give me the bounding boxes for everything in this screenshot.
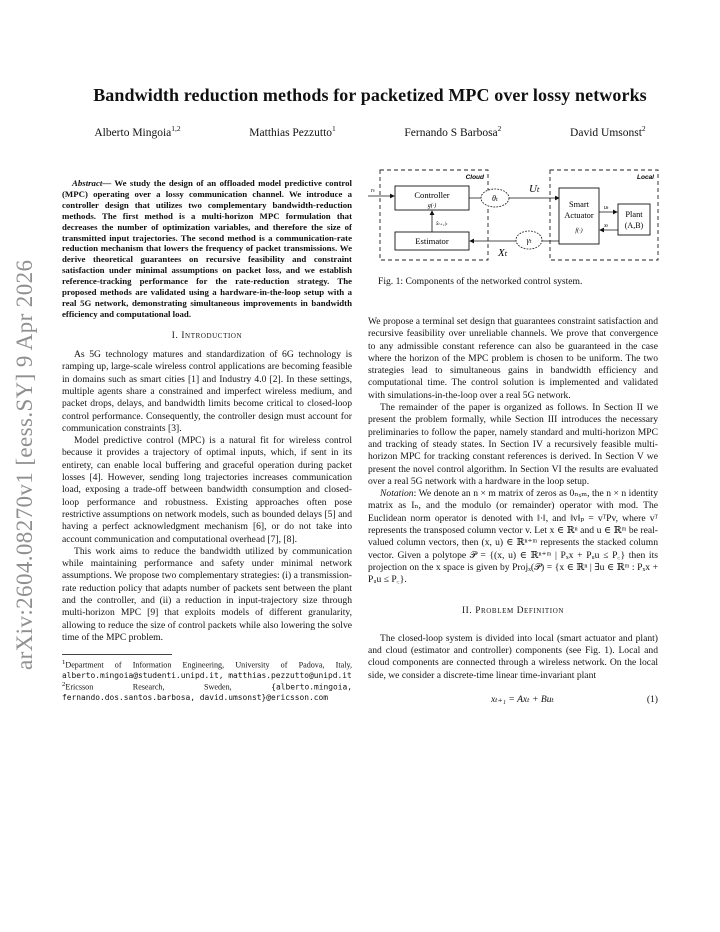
local-label: Local [637, 174, 654, 181]
equation-body: xₜ₊₁ = Axₜ + Buₜ [490, 694, 554, 706]
controller-label: Controller [414, 190, 450, 200]
section-heading-introduction: I. Introduction [171, 330, 243, 341]
notation-paragraph: Notation: We denote an n × m matrix of zeros as 0ₙₓₘ, the n × n identity matrix as Iₙ, and the modulo (or remainder) operator with mod. The Euclidean norm operator is denoted with ‖·‖, and ‖v‖ₚ = vᵀPv, where vᵀ represents the transposed column vector v. Let x ∈ ℝⁿ and u ∈ ℝᵐ be real-valued column vectors, then (x, u) ∈ ℝⁿ⁺ᵐ represents the stacked column vector. Given a polytope 𝒫 = {(x, u) ∈ ℝⁿ⁺ᵐ | Pₓx + Pᵤu ≤ P꜀} then its projection on the x space is given by Projₓ(𝒫) = {x ∈ ℝⁿ | ∃u ∈ ℝᵐ : Pₓx + Pᵤu ≤ P꜀}. [368, 488, 658, 586]
author-list [60, 124, 680, 139]
r-label: rₜ [371, 188, 375, 194]
footnote-divider [62, 654, 172, 655]
arxiv-stamp-text: arXiv:2604.08270v1 [eess.SY] 9 Apr 2026 [12, 259, 37, 670]
controller-sub: g(·) [427, 203, 437, 209]
estimator-label: Estimator [415, 236, 449, 246]
equation-1 [368, 694, 658, 706]
arxiv-stamp [4, 250, 62, 670]
paragraph: We propose a terminal set design that guarantees constraint satisfaction and recursive feasibility over unreliable channels. We prove that convergence to any admissible constant reference can also be guaranteed in the case where the horizon of the MPC problem is chosen to be uniform. The two strategies lead to simultaneous gains in bandwidth efficiency and computational time. The control solution is implemented and validated with simulations-in-the-loop over a real 5G network. [368, 316, 658, 401]
X-label: Xₜ [498, 247, 508, 259]
paragraph: The remainder of the paper is organized as follows. In Section II we present the problem formally, while Section III introduces the necessary preliminaries to follow the paper, namely standard and multi-horizon MPC and tracking of steady states. In Section IV a recursively feasible multi-horizon MPC for tracking constant references is derived. In Section V we present the novel control algorithm. In Section VI the results are evaluated over a real 5G network with a hardware in the loop setup. [368, 402, 658, 487]
gamma-label: γₜ [526, 236, 532, 245]
plant-sub: (A,B) [624, 221, 644, 230]
right-column [368, 316, 658, 706]
footnote-2: $^2$Ericsson Research, Sweden, {alberto.mingoia, fernando.dos.santos.barbosa, david.umsonst}@ericsson.com [62, 681, 352, 702]
figure-caption: Fig. 1: Components of the networked control system. [378, 276, 583, 287]
author: Alberto Mingoia$^{1,2}$ [94, 124, 181, 139]
abstract: Abstract— We study the design of an offloaded model predictive control (MPC) operating over a lossy communication channel. We introduce a controller design that utilizes two complementary bandwidth-reduction methods. The first method is a multi-horizon MPC formulation that decreases the number of optimization variables, and therefore the size of transmitted input trajectories. The second method is a communication-rate reduction mechanism that lowers the frequency of packet transmissions. We derive theoretical guarantees on recursive feasibility and constraint satisfaction under minimal assumptions on packet loss, and we establish reference-tracking performance for the rate-reduction strategy. The proposed methods are validated using a hardware-in-the-loop setup with a real 5G network, demonstrating simultaneous improvements in bandwidth efficiency and computational load. [62, 178, 352, 319]
figure-1 [364, 166, 662, 306]
equation-number: (1) [646, 694, 658, 706]
email-link[interactable]: {alberto.mingoia, fernando.dos.santos.barbosa, david.umsonst}@ericsson.com [62, 683, 352, 702]
email-link[interactable]: alberto.mingoia@studenti.unipd.it, matthias.pezzutto@unipd.it [62, 670, 352, 680]
plant-label: Plant [625, 210, 643, 219]
xhat-label: x̂ₜ₊₁|ₜ [436, 221, 448, 227]
U-label: Uₜ [529, 183, 540, 195]
paragraph: Model predictive control (MPC) is a natural fit for wireless control because it provides a trajectory of optimal inputs, which, if sent in its entirety, can enable local buffering and graceful operation during packet losses [4]. However, sending long trajectories increases communication load, exposing a trade-off between bandwidth consumption and closed-loop performance and robustness. Existing approaches often pose restrictive assumptions on network models, such as bounded delays [5] and having a perfect acknowledgment mechanism [6], or do not take into account communication and computational overhead [7], [8]. [62, 435, 352, 545]
paragraph: As 5G technology matures and standardization of 6G technology is ramping up, large-scale wireless control applications are becoming feasible in domains such as smart cities [1] and Industry 4.0 [2]. In these settings, multiple agents share a constrained and imperfect wireless medium, and packet drops, delays, and bandwidth limits become critical to closed-loop control performance. Consequently, the controller design must account for communication constraints [3]. [62, 349, 352, 434]
section-heading-problem-definition: II. Problem Definition [461, 605, 565, 616]
block-diagram [364, 166, 662, 274]
author: Matthias Pezzutto$^1$ [249, 124, 336, 139]
author: David Umsonst$^2$ [570, 124, 646, 139]
paragraph: The closed-loop system is divided into local (smart actuator and plant) and cloud (estimator and controller) components (see Fig. 1). Local and cloud components are connected through a wireless network. On the local side, we consider a discrete-time linear time-invariant plant [368, 632, 658, 681]
paper-title: Bandwidth reduction methods for packetized MPC over lossy networks [93, 85, 647, 105]
left-column [62, 178, 352, 703]
actuator-label-1: Smart [568, 200, 590, 209]
x-label: xₜ [604, 223, 609, 229]
plant-block [618, 204, 650, 235]
paragraph: This work aims to reduce the bandwidth utilized by communication while maintaining performance and safety under minimal network assumptions. We propose two complementary strategies: (i) a transmission-rate reduction policy that adapts number of packets sent between the plant and the controller, and (ii) a reduction in input-trajectory size through multi-horizon MPC [9] that exploits models of different granularity, allowing to reduce the size of control packets while also lowering the solve time of the MPC problem. [62, 545, 352, 643]
actuator-sub: f(·) [575, 228, 583, 234]
theta-label: θₜ [492, 194, 498, 203]
cloud-label: Cloud [465, 174, 484, 181]
actuator-label-2: Actuator [564, 211, 594, 220]
footnote-1: $^1$Department of Information Engineering, University of Padova, Italy, alberto.mingoia@studenti.unipd.it, matthias.pezzutto@unipd.it [62, 659, 352, 680]
author: Fernando S Barbosa$^2$ [404, 124, 502, 139]
u-label: uₜ [604, 205, 609, 211]
